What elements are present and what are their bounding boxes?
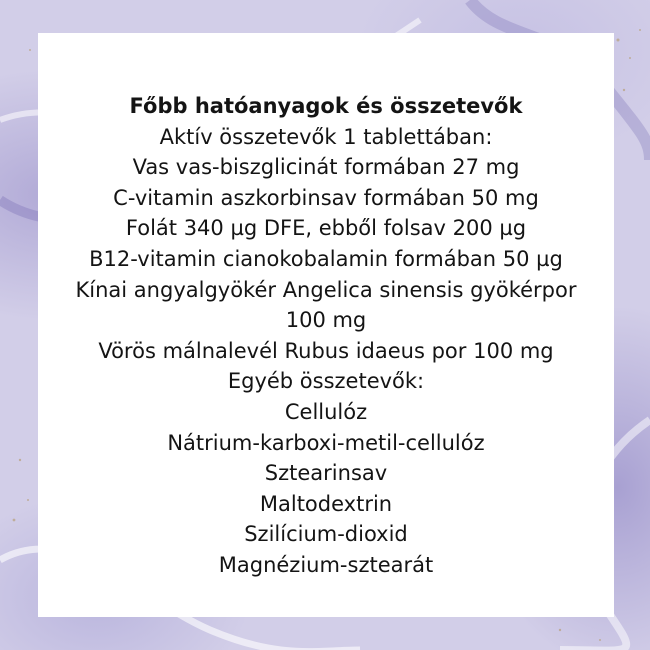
active-ingredients-heading: Aktív összetevők 1 tablettában: <box>159 124 493 149</box>
ingredients-list <box>38 91 614 581</box>
ingredient-vitamin-c: C-vitamin aszkorbinsav formában 50 mg <box>113 185 539 210</box>
ingredient-iron: Vas vas-biszglicinát formában 27 mg <box>132 155 520 180</box>
ingredient-stearic-acid: Sztearinsav <box>264 461 388 486</box>
ingredient-raspberry-leaf: Vörös málnalevél Rubus idaeus por 100 mg <box>98 338 554 363</box>
ingredient-maltodextrin: Maltodextrin <box>259 491 393 516</box>
ingredients-card <box>38 33 614 617</box>
ingredient-magnesium-stearate: Magnézium-sztearát <box>218 552 434 577</box>
ingredient-vitamin-b12: B12-vitamin cianokobalamin formában 50 µg <box>89 246 563 271</box>
ingredients-title: Főbb hatóanyagok és összetevők <box>129 94 523 118</box>
ingredient-cellulose: Cellulóz <box>284 399 368 424</box>
ingredient-folate: Folát 340 µg DFE, ebből folsav 200 µg <box>125 216 527 241</box>
ingredient-silicon-dioxide: Szilícium-dioxid <box>244 522 408 547</box>
ingredient-sodium-cmc: Nátrium-karboxi-metil-cellulóz <box>167 430 485 455</box>
ingredient-angelica: Kínai angyalgyökér Angelica sinensis gyökérpor 100 mg <box>75 277 577 333</box>
other-ingredients-heading: Egyéb összetevők: <box>227 369 425 394</box>
